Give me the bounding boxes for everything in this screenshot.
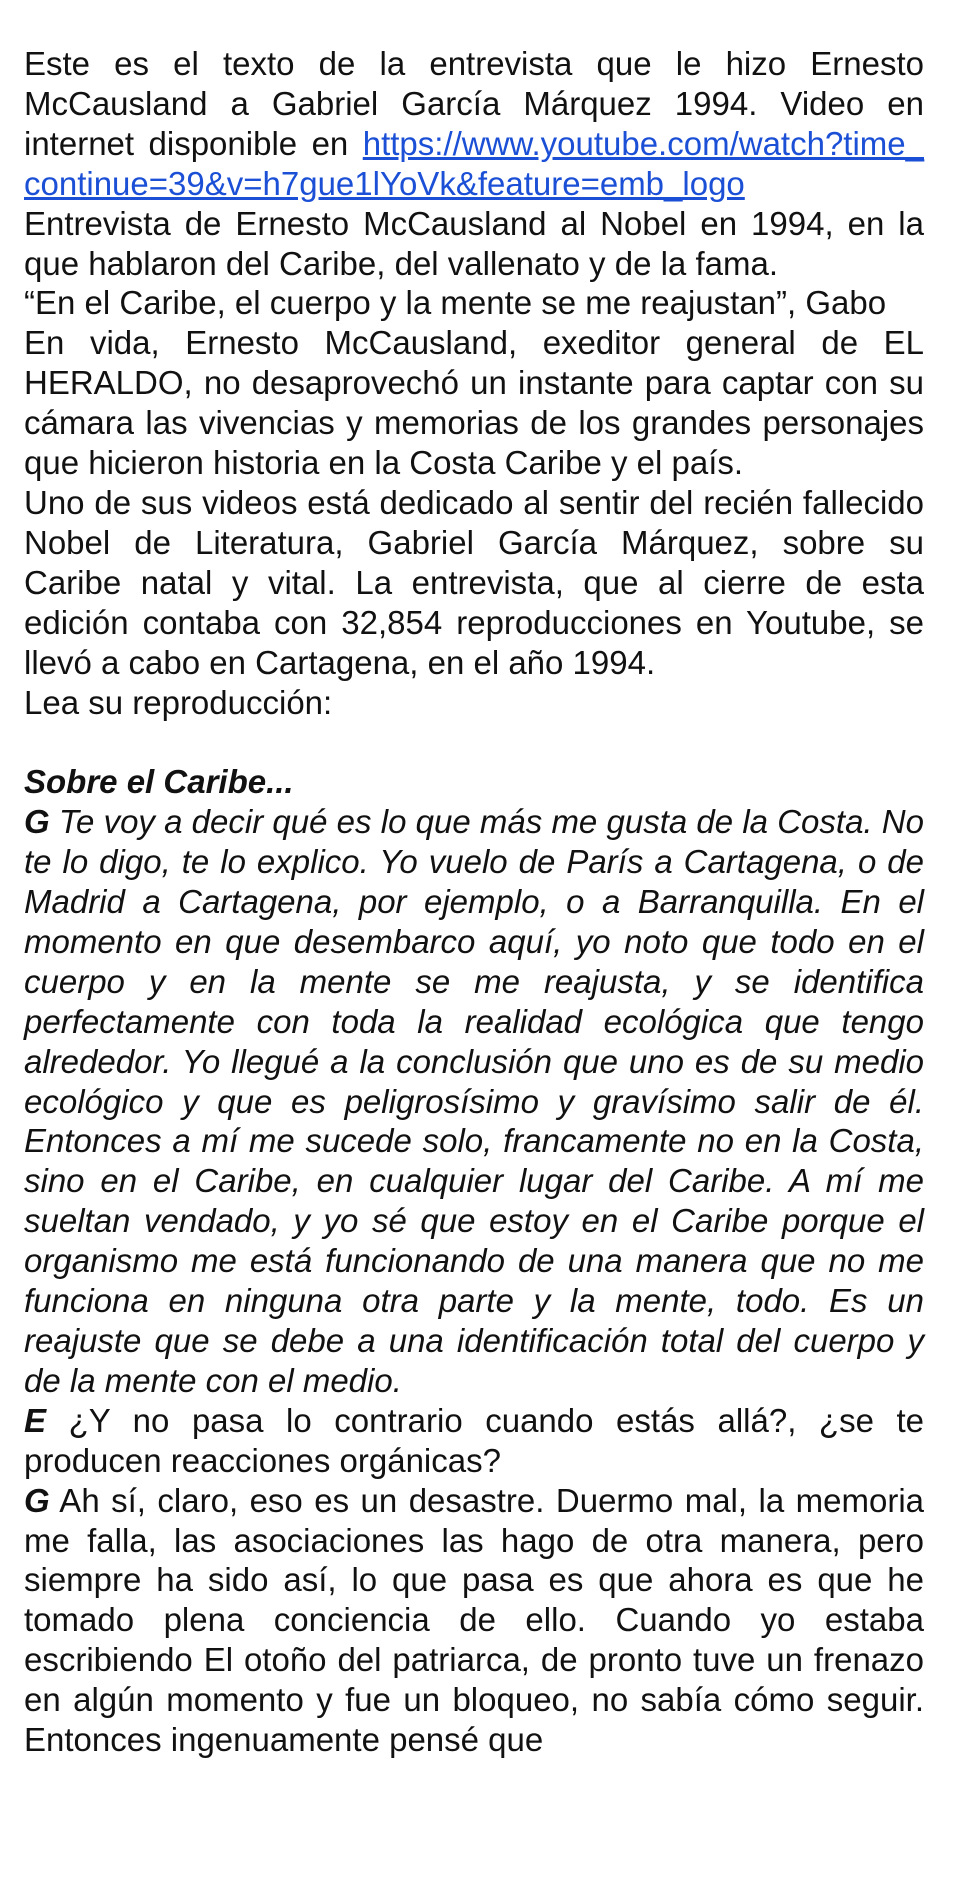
dialogue-answer-2: [24, 1481, 924, 1760]
speaker-label: E: [24, 1401, 47, 1439]
intro-quote: “En el Caribe, el cuerpo y la mente se me reajustan”, Gabo: [24, 284, 887, 322]
dialogue-text: ¿Y no pasa lo contrario cuando estás allá?, ¿se te producen reacciones orgánicas?: [24, 1401, 924, 1479]
speaker-label: G: [24, 803, 50, 841]
speaker-label: G: [24, 1481, 50, 1519]
dialogue-answer-1: [24, 802, 924, 1401]
intro-paragraph-1: En vida, Ernesto McCausland, exeditor general de EL HERALDO, no desaprovechó un instante para captar con su cámara las vivencias y memorias de los grandes personajes que hicieron historia en la Costa Caribe y el país.: [24, 324, 924, 482]
dialogue-text: Ah sí, claro, eso es un desastre. Duermo mal, la memoria me falla, las asociaciones las hago de otra manera, pero siempre ha sido así, lo que pasa es que ahora es que he tomado plena conciencia de ello. Cuando yo estaba escribiendo El otoño del patriarca, de pronto tuve un frenazo en algún momento y fue un bloqueo, no sabía cómo seguir. Entonces ingenuamente pensé que: [24, 1481, 924, 1759]
intro-paragraph-2: Uno de sus videos está dedicado al sentir del recién fallecido Nobel de Literatura, Gabriel García Márquez, sobre su Caribe natal y vital. La entrevista, que al cierre de esta edición contaba con 32,854 reproducciones en Youtube, se llevó a cabo en Cartagena, en el año 1994.: [24, 483, 924, 681]
section-spacer: [24, 722, 924, 762]
intro-source-text: Este es el texto de la entrevista que le hizo Ernesto McCausland a Gabriel García Márquez 1994. Video en internet disponible en: [24, 45, 924, 162]
dialogue-text: Te voy a decir qué es lo que más me gusta de la Costa. No te lo digo, te lo explico. Yo vuelo de París a Cartagena, o de Madrid a Cartagena, por ejemplo, o a Barranquilla. En el momento en que desembarco aquí, yo noto que todo en el cuerpo y en la mente se me reajusta, y se identifica perfectamente con toda la realidad ecológica que tengo alrededor. Yo llegué a la conclusión que uno es de su medio ecológico y que es peligrosísimo y gravísimo salir de él. Entonces a mí me sucede solo, francamente no en la Costa, sino en el Caribe, en cualquier lugar del Caribe. A mí me sueltan vendado, y yo sé que estoy en el Caribe porque el organismo me está funcionando de una manera que no me funciona en ninguna otra parte y la mente, todo. Es un reajuste que se debe a una identificación total del cuerpo y de la mente con el medio.: [24, 803, 924, 1399]
dialogue-question-1: [24, 1401, 924, 1481]
section-title: Sobre el Caribe...: [24, 763, 294, 801]
document-page: [24, 44, 924, 1760]
intro-source: [24, 44, 924, 204]
intro-paragraph-3: Lea su reproducción:: [24, 683, 333, 721]
source-video-link[interactable]: https://www.youtube.com/watch?time_continue=39&v=h7gue1lYoVk&feature=emb_logo: [24, 124, 924, 202]
intro-subtitle: Entrevista de Ernesto McCausland al Nobel en 1994, en la que hablaron del Caribe, del vallenato y de la fama.: [24, 204, 924, 282]
